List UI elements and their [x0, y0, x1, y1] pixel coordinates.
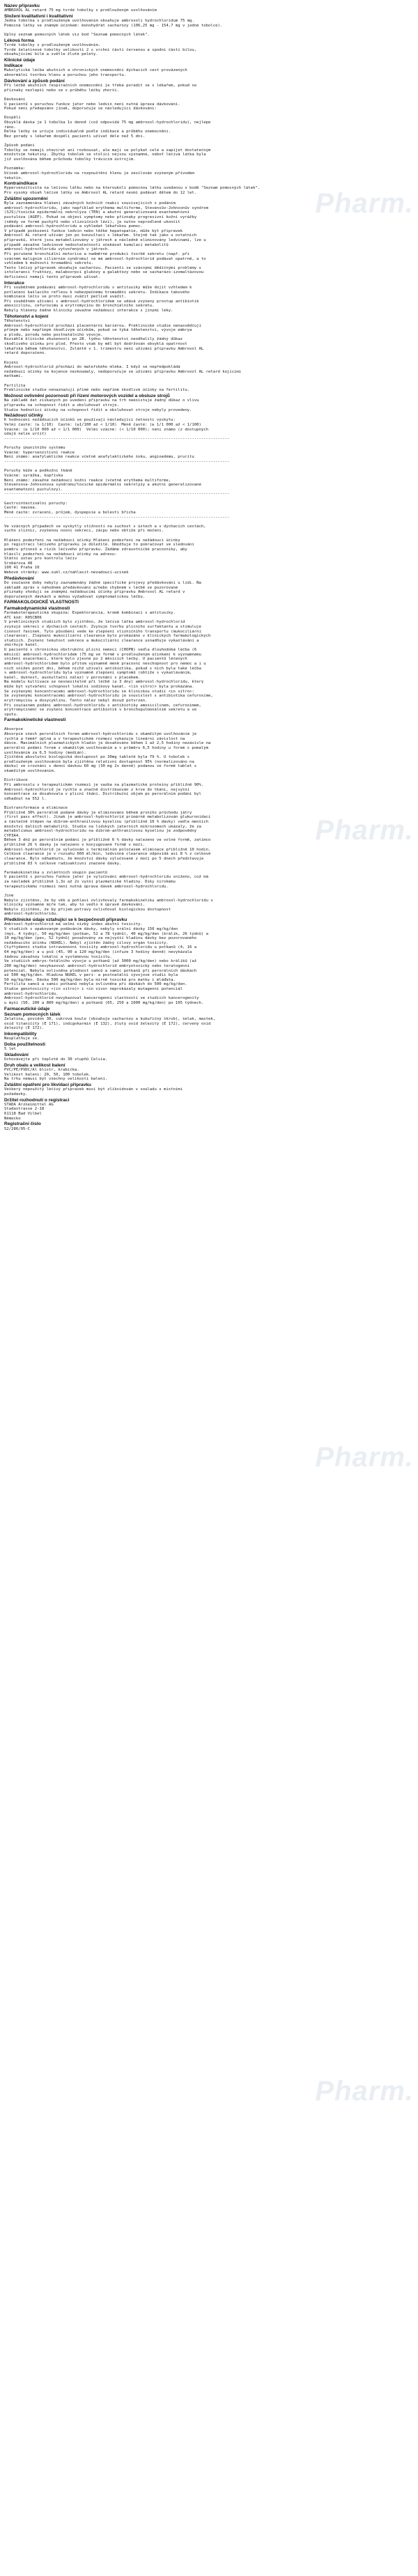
text-line: Poruchy imunitního systému [4, 446, 65, 451]
text-line: Studie genotoxicity <(in vitro)> i <in vivo> neprokázaly mutagenní potenciál [4, 987, 183, 992]
section-heading: Inkompatibility [4, 1032, 37, 1037]
text-line: matkami. [4, 374, 23, 379]
text-line: Dávkování [4, 97, 26, 102]
text-line: rychlá a téměř úplná a v terapeutickém rozmezí vykazuje lineární závislost na [4, 736, 185, 741]
text-line: u myší (50, 200 a 800 mg/kg/den) a potkanů (65, 250 a 1000 mg/kg/den) po 105 týdnech. [4, 1000, 204, 1005]
text-line: Méně časté: zvracení, průjem, dyspepsie a bolesti břicha [4, 510, 136, 515]
text-line: případě závažné ledvinové nedostatečnosti očekávat kumulaci metabolitů [4, 242, 169, 247]
text-line: Ambroxol AL retard užíván jen po konzultaci s lékařem. Stejně tak jako u ostatních [4, 233, 197, 238]
text-line: Do současné doby nebyly zaznamenány žádné specifické projevy předávkování u lidí. Na [4, 580, 201, 585]
text-line: Pomocná látky se známým účinkem: monohydrát sacharózy (106,25 mg - 154,7 mg v jedné tobolce). [4, 23, 223, 28]
text-line: U pacientů s poruchou funkce jater je vylučování ambroxol-hydrochloridu sníženo, což má [4, 875, 208, 880]
section-heading: Farmakodynamické vlastnosti [4, 605, 70, 611]
text-line [4, 28, 412, 33]
text-line: ambroxol-hydrochloridu, jako například erythema multiforme, Stevensův-Johnsonův syndrom [4, 205, 208, 210]
text-line: K hodnocení nežádoucích účinků se používají následující četnosti výskytu: [4, 418, 176, 423]
text-line: sucho sliznic, zvýšenou nosní sekreci, zácpu nebo obtíže při močení. [4, 529, 164, 534]
text-line: Absorpce [4, 727, 23, 732]
text-line: příznaky nezlepší nebo se v průběhu léčby zhorší. [4, 88, 120, 93]
text-line: odhadnut na 552 l. [4, 796, 47, 801]
text-line: potenciál. Nebyla ovlivněna plodnost samců a samic potkanů při perorálních dávkách [4, 968, 197, 973]
document-body [4, 3, 412, 1131]
text-line: základě zpráv o náhodném předávkování a/nebo chybném v léčbě se pozorované [4, 585, 178, 590]
text-line: ------------------------------------------------------------------------------------------------ [4, 515, 230, 520]
section-heading: Složení kvalitativní i kvalitativní [4, 13, 73, 19]
section [4, 1053, 412, 1062]
text-line: Není známo: závažné nežádoucí kožní reakce (včetně erythema multiforme, [4, 478, 171, 483]
section-heading: Těhotenství a kojení [4, 313, 49, 319]
text-line: ambroxol-hydrochloridu. [4, 991, 59, 996]
text-line: erytromycinem) se zvýšení koncentrace antibiotik v bronchopulmonálním sekretu a ve [4, 708, 197, 713]
text-line: Při souběžném podávání ambroxol-hydrochloridu s antitusiky může dojít vzhledem k [4, 285, 192, 290]
section [4, 1122, 412, 1131]
text-line: po registraci léčivého přípravku je důležité. Umožňuje to pokračovat ve sledování [4, 543, 194, 548]
text-line: Těhotenství [4, 318, 31, 323]
text-line: Ambroxol-hydrochlorid má velmi nízký index akutní toxicity. [4, 922, 143, 927]
text-line: Nebyly hlášeny žádné klinicky závažné nežádoucí interakce s jinými léky. [4, 309, 173, 313]
text-line: Se zvýšenými koncentracemi ambroxol-hydrochloridu se klinickou studií <in vitro>: [4, 689, 194, 694]
text-line: Jedna tobolka s prodlouženým uvolňováním obsahuje ambroxoli hydrochloridum 75 mg. [4, 19, 194, 24]
text-line: Tvrdé želatinové tobolky velikosti 2 s vrchní částí červenou a spodní částí bílou, [4, 47, 197, 52]
text-line: 64 mg/kg/den) a u psů (45, 90 a 120 mg/kg/den (infuze 3 hodiny denně) nevykázala [4, 950, 192, 955]
text-line: Hlášení podezření na nežádoucí účinky Hlášení podezření na nežádoucí účinky [4, 538, 180, 543]
text-line: Velmi časté: (≥ 1/10) Časté: (≥1/100 až < 1/10) Méně časté: (≥ 1/1 000 až < 1/100) [4, 423, 201, 428]
text-line: exantematózní pustulózy). [4, 487, 63, 492]
text-line: 5 let [4, 1047, 16, 1052]
section [4, 79, 412, 180]
text-line: Fertilita [4, 383, 26, 388]
text-line: koncentrace se dosahovala v plicní tkáni. Distribuční objem po perorálním podání byl [4, 792, 201, 797]
text-line: ------------------------------------------------------------------------------------------------ [4, 492, 230, 497]
text-line: intolerancí fruktózy, malabsorpcí glukózy a galaktózy nebo se sacharázo-izomaltázovou [4, 270, 204, 275]
text-line: množství dalších metabolitů. Studie na lidských jaterních mikrozomech ukázaly, že za [4, 824, 201, 829]
text-line [4, 356, 412, 361]
section [4, 1032, 412, 1041]
text-line [4, 379, 412, 384]
text-line: 10 mg/kg/den (pes, 52 týdnů) považovány za nejvyšší hladinu dávky bez pozorovaného [4, 936, 197, 941]
text-line: Ve vzácných případech se vyskytly stížnosti na suchost v ústech a v dýchacích cestách, [4, 524, 206, 529]
text-line: Nebylo zjištěno, že by příjem potravy ovlivňoval biologickou dostupnost [4, 907, 171, 912]
text-line: Ambroxol-hydrochlorid je vylučován s terminálním poločasem eliminace přibližně 10 hodin. [4, 847, 211, 852]
text-line: Na modelu kultivace se nesnesitelně při léčbě (≤ 3 dny) ambroxol-hydrochloridu, který [4, 680, 204, 685]
text-line: Ambroxol-hydrochlorid prochází placentární bariérou. Preklinické studie nenasvědčují [4, 323, 201, 328]
text-line: Ve studiích embryo-fetálního vývoje u potkanů (až 3000 mg/kg/den) nebo králíků (až [4, 959, 197, 964]
text-line: U pacientů s chronickou obstrukční plicní nemocí (CHOPN) vedla dlouhodobá léčba (6 [4, 648, 197, 653]
section-heading: Zvláštní upozornění [4, 196, 48, 201]
text-line: dávku) ve srovnání s denní dávkou 60 mg (30 mg 2x denně) podanou ve formě tablet s [4, 764, 197, 769]
text-line: (někdy ve formě puchýřů nebo slizničních lézí), je nutno neprodleně ukončit [4, 219, 180, 224]
text-line: Obvyklá dávka je 1 tobolka 1x denně (což odpovídá 75 mg ambroxol-hydrochloridu), nejlépe [4, 121, 211, 125]
text-line: ambroxol-hydrochloridem bylo přitom významně méně pracovní neschopnost pro nemoc a i u [4, 661, 206, 666]
text-line: podávání ambroxol-hydrochloridu a vyhledat lékařskou pomoc. [4, 224, 143, 229]
section [4, 181, 412, 196]
text-line: dávce. Maximálních plazmatických hladin je dosahováno během 1 až 2,5 hodiny nezávisle na [4, 741, 211, 746]
text-line: měsíců) ambroxol-hydrochloridem (75 mg ve formě s prodlouženým účinkem) k významnému [4, 652, 201, 657]
text-line: perorální podání forem s okamžitým uvolňováním a v průměru 6,5 hodiny u forem s pomalým [4, 745, 208, 750]
text-line: Tobolky se nemají otevírat ani rozkousat, ale mají se polykat celé a zapíjet dostatečným [4, 148, 211, 153]
text-line: Kojení [4, 360, 19, 365]
text-line: klinicky významné míře tak, aby to vedlo k úpravě dávkování. [4, 903, 146, 908]
watermark-logo: Pharm. [315, 1442, 414, 1473]
text-line: Způsob podání [4, 143, 35, 148]
watermark-logo: Pharm. [315, 188, 414, 219]
section-heading: Dávkování a způsob podání [4, 78, 65, 84]
text-line: Farmakokinetika u zvláštních skupin pacientů [4, 870, 108, 875]
text-line: studiích. Zvýšení tekutost sekrece a mukociliární clearance usnadňuje vykašlávání a [4, 638, 199, 643]
text-line: Ambroxol-hydrochlorid nevykazoval kancerogenní vlastnosti ve studiích kancerogenity [4, 996, 199, 1001]
text-line: Biotransformace a eliminace [4, 806, 68, 810]
text-line: doporučených dávkách a mohou vyžadovat symptomatickou léčbu. [4, 594, 146, 599]
text-line: Poznámka: [4, 166, 26, 171]
text-line: Celková clearance je v rozsahu 660 ml/min, ledvinná clearance odpovídá asi 8 % z celkové [4, 852, 211, 857]
section [4, 14, 412, 38]
section-heading: Farmakokinetické vlastnosti [4, 717, 66, 723]
text-line: clearance). Zlepšení mukociliární clearance bylo prokázáno v klinických farmakologických [4, 634, 211, 639]
text-line: Státní ústav pro kontrolu léčiv [4, 557, 77, 561]
text-line: Při souběžném užívání s ambroxol-hydrochloridem se udává zvýšený prostup antibiotik [4, 299, 199, 304]
text-line: Veškerý nepoužitý léčivý přípravek musí být zlikvidován v souladu s místními [4, 1087, 183, 1092]
text-line: údajů nelze určit) [4, 432, 47, 437]
text-line: Farmakoterapeutická skupina: Expektorancia, kromě kombinací s antitusiky. [4, 611, 176, 616]
text-line [4, 497, 412, 502]
text-line: Na základě dat získaných po uvedení přípravku na trh neexistuje žádný důkaz o vlivu [4, 398, 199, 403]
text-line: (myš, 4 týdny), 50 mg/kg/den (potkan, 52 a 78 týdnů), 40 mg/kg/den (králík, 26 týdnů) a [4, 931, 208, 936]
section-heading: Držitel rozhodnutí o registraci [4, 1097, 70, 1103]
text-line: Ambroxol-hydrochlorid je rychle a značně distribuován z krve do tkání, nejvyšší [4, 787, 190, 792]
text-line: Dospělí [4, 116, 21, 121]
text-line: tekutin. [4, 176, 23, 180]
text-line: Bez porady s lékařem dospělí pacienti užívat déle než 5 dní. [4, 134, 146, 139]
text-line: přímým nebo nepřímým škodlivým účinkům, pokud se týká těhotenství, vývoje embrya [4, 328, 192, 333]
text-line: s ambroxol-hydrochloridu byla významně zlepšení symptomů (obtíže s vykašláváním, [4, 671, 192, 676]
text-line: sputu. [4, 712, 19, 717]
text-line: a plodu, porodu nebo postnatálního vývoje. [4, 332, 103, 337]
text-line [4, 774, 412, 779]
text-line: Vzácné: vyrážka, kopřivka [4, 473, 63, 478]
text-line: Při léčbě akutních respiračních onemocnění je třeba poradit se s lékařem, pokud se [4, 84, 197, 88]
text-line: Preklinické studie nenaznačují přímé nebo nepřímé škodlivé účinky na fertilitu. [4, 388, 190, 393]
text-line: škodlivého účinku pro plod. Přesto však by měl být dodržován obvyklá opatrnost [4, 342, 187, 347]
text-line: Jiné [4, 893, 14, 898]
text-line: přípravku na schopnost řídit a obsluhovat stroje. [4, 403, 120, 408]
section [4, 38, 412, 57]
section [4, 1042, 412, 1052]
text-line: Při ambroxolu v terapeutickém rozmezí je vazba na plazmatické proteiny přibližně 90%. [4, 782, 204, 787]
text-line: vzácném maligním ciliárním syndromu) se má ambroxol-hydrochlorid podávat opatrně, a to [4, 256, 206, 261]
text-line: AMBROXOL AL retard 75 mg tvrdé tobolky s prodlouženým uvolňováním [4, 8, 157, 13]
text-line: Ambroxol-hydrochlorid přechází do mateřského mléka. I když se nepředpokládá [4, 365, 180, 370]
text-line: Čtyřtýdenní studie intravenózní toxicity ambroxol-hydrochloridu u potkanů (4, 16 a [4, 945, 197, 950]
text-line: zvyšuje sekreci v dýchacích cestách. Zvyšuje tvorbu plicního surfaktantu a stimuluje [4, 624, 201, 629]
text-line: Na trhu nemusí být všechny velikosti balení. [4, 1077, 108, 1082]
text-line: Pokud není předepsáno jinak, doporučuje se následující dávkování: [4, 107, 157, 111]
text-line: Vzácné: (≥ 1/10 000 až < 1/1 000) Velmi vzácné: (< 1/10 000); není známo (z dostupných [4, 427, 208, 432]
section-heading: Seznam pomocných látek [4, 1011, 61, 1017]
text-line: Želatina, povidon 30, cukrová koule (obsahuje sacharózu a kukuřičný škrob), šelak, mastek, [4, 1017, 216, 1022]
text-line: množstvím tekutiny. Zbytky tobolek se stolici nejsou významné, neboť léčivá látka byla [4, 153, 206, 157]
text-line: vzhledem k možnosti hromadění sekretu. [4, 261, 93, 266]
text-line [4, 889, 412, 894]
text-line [4, 520, 412, 525]
text-line: V případě poškození funkce ledvin nebo těžké hepatopatie, může být přípravek [4, 228, 183, 233]
section-heading: Doba použitelnosti [4, 1041, 45, 1047]
watermark-logo: Pharm. [315, 2076, 414, 2106]
text-line [4, 111, 412, 116]
text-line: V studiích s opakovaným podáváním dávky, nebyly orální dávky 150 mg/kg/den [4, 926, 178, 931]
section-heading: Předávkování [4, 575, 34, 581]
text-line [4, 465, 412, 470]
section-heading: Název přípravku [4, 3, 40, 8]
text-line: Časté: nausea. [4, 506, 38, 511]
text-line: Distribuce [4, 778, 28, 783]
text-line: Se zvýšenými koncentracemi ambroxol-hydrochloridu je souvislost s antibiotika cefuroxime, [4, 694, 213, 699]
text-line: terapeutickému rozmezí není nutná úprava dávek ambroxol-hydrochloridu. [4, 884, 169, 889]
section-heading: Možnost ovlivnění pozornosti při řízení motorových vozidel a obsluze strojů [4, 393, 170, 398]
text-line: nich snížen počet dní, během nichž užívali antibiotika, pokud s nich byla také léčba [4, 666, 201, 671]
text-line: deficiencí nemají tento přípravek užívat. [4, 275, 101, 279]
text-line: STADA Arzneimittel AG [4, 1102, 54, 1107]
text-line: žádnou závažnou lokální a systémovou toxicitu. [4, 954, 112, 959]
text-line: za následek přibližně 1,3x až 2x vyšší plazmatické hladiny. Díky širokému [4, 880, 176, 884]
text-line: Stadastrasse 2-18 [4, 1107, 45, 1112]
text-line: nežádoucí účinky na kojence nezkoumaly, nedoporučuje se užívání přípravku Ambroxol AL retard kojícími [4, 369, 242, 374]
text-line: Tento léčivý přípravek obsahuje sacharózu. Pacienti se vzácnými dědičnými problémy s [4, 265, 201, 270]
section-heading: Kontraindikace [4, 181, 38, 187]
text-line: Při porušené bronchiální motorice a nadměrné produkci tvorbě sekretu (např. při [4, 251, 190, 256]
text-line: (SJS)/toxická epidermální nekrolýza (TEN) a akutní generalizovaná exantematózní [4, 210, 190, 215]
text-line [4, 801, 412, 806]
text-line: Fertilita samců a samic potkanů nebyla ovlivněna při dávkách do 500 mg/kg/den. [4, 982, 187, 987]
section [4, 281, 412, 313]
text-line: ambroxol-hydrochloridu. [4, 912, 59, 917]
text-line: přibližně 83 % celkové radioaktivní značené dávky. [4, 861, 122, 866]
text-line: již uvolňována během průchodu tobolky trávicím ústrojím. [4, 157, 136, 162]
text-line: Poruchy kůže a podkožní tkáně [4, 469, 72, 474]
text-line: až 500 mg/kg/den. Hladina NOAEL v peri- a postnatální vývojové studii byla [4, 973, 178, 978]
section-heading: Předklinické údaje vztahující se k bezpečnosti přípravku [4, 917, 127, 922]
text-line: Není známo: anafylaktické reakce včetně anafylaktického šoku, angioedému, pruritu [4, 455, 194, 460]
text-line: uvolňováním za 6,5 hodiny (medián). [4, 750, 86, 755]
text-line: 200 mg/kg/den) nevykazoval ambroxol-hydrochlorid embryotoxický nebo teratogenní [4, 963, 190, 968]
section [4, 63, 412, 78]
text-line: Uchovávejte při teplotě do 30 stupňů Celsia. [4, 1057, 108, 1062]
text-line: clearance. Bylo odhadnuto, že množství dávky vylučované z moči po 5 dnech představuje [4, 856, 204, 861]
section-heading: Druh obalu a velikost balení [4, 1062, 65, 1068]
text-line: a částečně štěpen na dibrom-anthranilovou kyselinu (přibližně 10 % dávky) vedle menších [4, 819, 208, 824]
text-line: snížení exacerbací, které bylo zjevné po 2 měsících léčby. U pacientů léčených [4, 657, 187, 662]
text-line [4, 139, 412, 144]
text-line [4, 93, 412, 98]
section-heading: Zvláštní opatření pro likvidaci přípravku [4, 1082, 91, 1087]
section [4, 576, 412, 600]
text-line: V preklinických studiích bylo zjištěno, že léčivá látka ambroxol-hydrochlorid [4, 620, 185, 625]
text-line: PVC/PE/PVDC/Al blistr, krabička. [4, 1068, 79, 1073]
text-line: ráno. [4, 125, 16, 130]
text-line [4, 162, 412, 167]
text-line [4, 723, 412, 728]
section [4, 917, 412, 1006]
text-line: Byla zaznamenána hlášení závažných kožních reakcí souvisejících s podáním [4, 201, 176, 205]
text-line: Německo [4, 1116, 21, 1121]
text-line: Mukolytická léčba akutních a chronických onemocnění dýchacích cest provázených [4, 68, 187, 73]
watermark-logo: Pharm. [315, 815, 414, 846]
text-line: metabolismus ambroxol-hydrochloridu na dibrom-anthranilovou kyselinu je zodpovědný [4, 829, 197, 834]
section [4, 394, 412, 412]
text-line: činnost řasinek. Tyto působení vede ke zlepšení slizničního transportu (mukociliární [4, 629, 201, 634]
text-line: Neuplatňuje se. [4, 1037, 40, 1041]
section [4, 600, 412, 605]
section [4, 606, 412, 717]
text-line: lékařská během těhotenství. Zvláště v 1. trimestru není užívání přípravku Ambroxol AL [4, 346, 204, 351]
section [4, 413, 412, 575]
text-line: kombinace léčiv se proto musí zvážit pečlivě uvážit. [4, 295, 127, 300]
text-line: Vzácné: hypersenzitivní reakce [4, 450, 75, 455]
text-line: kašel, dušnost, auskultační nález) v porovnání s placebem. [4, 675, 141, 680]
text-line: Přibližně 30% perorálně podané dávky je eliminováno během prvního průchodu játry [4, 810, 192, 815]
section-heading: Farmaceutické údaje [4, 1006, 50, 1011]
text-line: Úplný seznam pomocných látek viz bod "Seznam pomocných látek". [4, 33, 150, 38]
section-heading: FARMAKOLOGICKÉ VLASTNOSTI [4, 600, 79, 605]
text-line: Stevensova-Johnsonova syndromu/toxické epidermální nekrolýzy a akutní generalizované [4, 483, 201, 488]
text-line: 50 mg/kg/den. Dávka 500 mg/kg/den byla mírně toxická pro matku i mláďata. [4, 977, 176, 982]
text-line: oxid titaničitý (E 171), indigokarmín (E 132), žlutý oxid železitý (E 172), červený oxid [4, 1021, 211, 1026]
text-line [4, 534, 412, 538]
text-line: 100 41 Praha 10 [4, 566, 40, 571]
text-line: zmírňuje kašel. [4, 643, 40, 648]
section-heading: Registrační číslo [4, 1122, 41, 1127]
text-line: retard doporučeno. [4, 351, 47, 356]
section [4, 1012, 412, 1031]
text-line: Absorpce všech perorálních forem ambroxol-hydrochloridu s okamžitým uvolňováním je [4, 732, 197, 736]
text-line [4, 866, 412, 871]
text-line: amoxicilinu, cefuroximu a erytromycinu do bronchiálního sekretu. [4, 304, 155, 309]
text-line: prodlouženým uvolňováním byla zjištěna relativní dostupnost 95% (normalizováno na [4, 759, 194, 764]
text-line: Tvrdé tobolky s prodlouženým uvolňováním. [4, 43, 101, 48]
text-line: může být vytváření schopnost lokální sodíkový kanál. <(in vitro)> byla prokázána. [4, 685, 194, 690]
text-line: ------------------------------------------------------------------------------------------------ [4, 436, 230, 441]
text-line: Během 3 dnů po perorálním podání je přibližně 6 % dávky nalezeno ve volné formě, zatímco [4, 838, 211, 843]
text-line: CYP3A4. [4, 833, 21, 838]
section [4, 1098, 412, 1122]
section [4, 196, 412, 280]
text-line: Webové stránky: www.sukl.cz/nahlasit-nezadouci-ucinek [4, 571, 129, 575]
text-line: Rozsáhlé klinické zkušenosti po 28. týdnu těhotenství neodhalily žádný důkaz [4, 337, 183, 342]
text-line: (first pass effect). Jinak je ambroxol-hydrochlorid primárně metabolizován glukuronidací [4, 815, 211, 820]
section [4, 3, 412, 13]
text-line: okamžitým uvolňováním. [4, 769, 56, 773]
section [4, 1007, 412, 1011]
section [4, 58, 412, 63]
text-line: Velikost balení: 20, 50, 100 tobolek. [4, 1072, 91, 1077]
text-line: pustulóza (AGEP). Pokud se objeví symptomy nebo příznaky progresivní kožní vyrážky [4, 215, 197, 219]
text-line: Při současném podání ambroxol-hydrochloridu s antibiotiky amoxicilinem, cefuroximem, [4, 703, 201, 708]
section-heading: Skladování [4, 1052, 29, 1057]
text-line: U pacientů s poruchou funkce jater nebo ledvin není nutná úprava dávkování. [4, 102, 180, 107]
text-line: Hypersenzitivita na léčivou látku nebo na kteroukoli pomocnou látku uvedenou v bodě "Seznam pomocných látek". [4, 186, 261, 191]
text-line: ------------------------------------------------------------------------------------------------ [4, 460, 230, 465]
text-line: nežádoucího účinku (NOAEL). Nebyl zjištěn žádný cílový orgán toxicity. [4, 940, 169, 945]
text-line: abnormální tvorbou hlenu a poruchou jeho transportu. [4, 73, 127, 78]
section-heading: Léková forma [4, 38, 34, 43]
section-heading: Interakce [4, 280, 24, 286]
text-line: přípravků, které jsou metabolizovány v játrech a následně eliminovány ledvinami, lze u [4, 238, 206, 242]
text-line: požadavky. [4, 1092, 28, 1096]
text-line: hlásili podezření na nežádoucí účinky na adresu: [4, 552, 117, 557]
section-heading: Klinické údaje [4, 57, 36, 63]
section-heading: Indikace [4, 63, 23, 69]
text-line: železitý (E 172). [4, 1026, 45, 1031]
section [4, 314, 412, 393]
section-heading: Nežádoucí účinky [4, 413, 43, 419]
section [4, 1083, 412, 1097]
text-line: Nebylo zjištěno, že by věk a pohlaví ovlivňovaly farmakokinetiku ambroxol-hydrochloridu v [4, 898, 213, 903]
text-line: ambroxol-hydrochloridu vytvořených v játrech. [4, 247, 110, 252]
text-line: přibližně 26 % dávky je nalezeno v konjugované formě v moči. [4, 843, 146, 847]
text-line: příznaky shodují se známými nežádoucími účinky přípravku Ambroxol AL retard v [4, 590, 185, 595]
text-line: Pro vysoký obsah léčivé látky se Ambroxol AL retard nesmí podávat dětem do 12 let. [4, 191, 197, 196]
text-line [4, 442, 412, 447]
text-line: Šrobárova 48 [4, 561, 33, 566]
text-line: ATC kód: R05CB06 [4, 615, 42, 620]
text-line: obsahujícími bílé a světle žluté pelety. [4, 52, 98, 57]
section [4, 717, 412, 917]
section [4, 1063, 412, 1082]
text-line: potlačení kašlacího reflexu k nebezpečnému hromadění sekretu. Indikace takového [4, 290, 190, 295]
text-line: Studie hodnotící účinky na schopnost řídit a obsluhovat stroje nebyly provedeny. [4, 408, 192, 412]
text-line: erytromycinu a doxycyklinu. Tento nález nebyl dosud potvrzen. [4, 698, 148, 703]
text-line: 52/286/95-C [4, 1126, 31, 1131]
text-line: poměru přínosů a rizik léčivého přípravku. Žádáme zdravotnické pracovníky, aby [4, 547, 187, 552]
text-line: Účinek ambroxol-hydrochloridu na rozpouštění hlenu je zesilován zvýšeným přívodem [4, 171, 194, 176]
text-line: Gastrointestinální poruchy: [4, 501, 68, 506]
text-line: Délka léčby se určuje individuálně podle indikace a průběhu onemocnění. [4, 130, 171, 134]
text-line: 61118 Bad Vilbel [4, 1112, 42, 1117]
text-line: Zjištěná absolutní biologická dostupnost po 30mg tabletě byla 79 %. U tobolek s [4, 755, 190, 760]
